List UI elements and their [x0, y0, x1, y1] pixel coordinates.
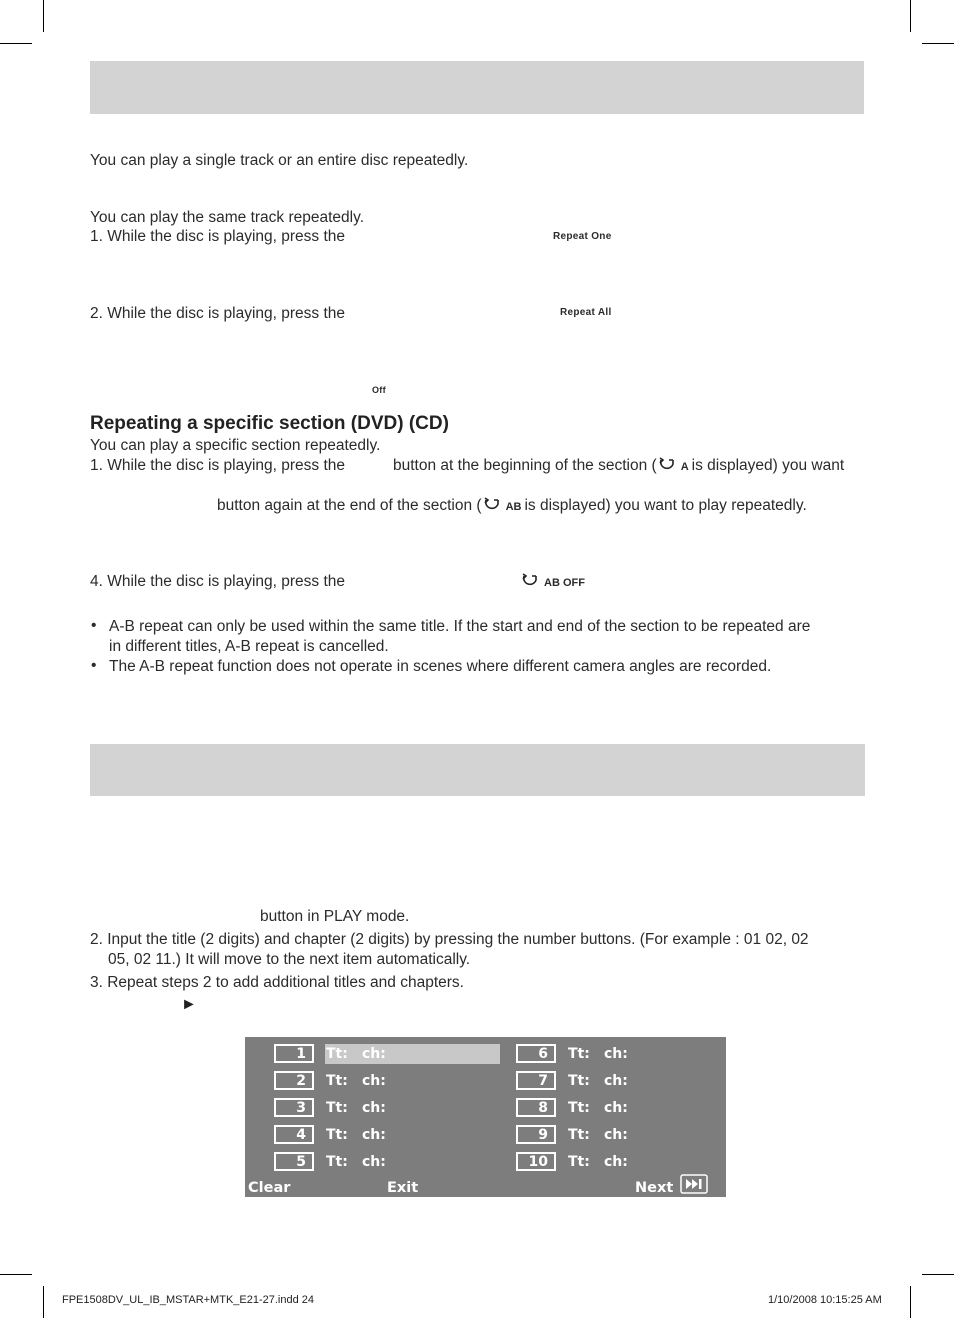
slot-number[interactable]: 4	[274, 1125, 314, 1144]
program-step2-line1: 2. Input the title (2 digits) and chapter (2 digits) by pressing the number buttons. (For example : 01 02, 02	[90, 931, 809, 948]
ab-step1-middle	[393, 456, 844, 477]
ab-step1-end: is displayed) you want	[691, 457, 845, 474]
bullet: •	[91, 657, 97, 674]
slot-number[interactable]: 5	[274, 1152, 314, 1171]
tt-label: Tt:	[326, 1073, 348, 1089]
ch-label: ch:	[362, 1073, 386, 1089]
repeat-one-desc: You can play the same track repeatedly.	[90, 209, 364, 226]
ch-label: ch:	[362, 1100, 386, 1116]
ch-label: ch:	[604, 1073, 628, 1089]
repeat-all-step: 2. While the disc is playing, press the	[90, 305, 346, 322]
section-header-band	[90, 61, 864, 114]
ch-label: ch:	[362, 1046, 386, 1062]
crop-mark	[922, 43, 954, 44]
exit-button[interactable]: Exit	[387, 1180, 419, 1196]
crop-mark	[0, 1274, 32, 1275]
bullet: •	[91, 617, 97, 634]
ch-label: ch:	[362, 1154, 386, 1170]
ab-off-osd	[520, 572, 585, 593]
slot-number[interactable]: 8	[516, 1098, 556, 1117]
clear-button[interactable]: Clear	[248, 1180, 291, 1196]
repeat-icon	[482, 496, 504, 512]
tt-label: Tt:	[568, 1100, 590, 1116]
crop-mark	[43, 0, 44, 32]
program-osd-panel	[245, 1037, 726, 1197]
timestamp-slug: 1/10/2008 10:15:25 AM	[768, 1294, 882, 1306]
crop-mark	[43, 1286, 44, 1318]
crop-mark	[910, 0, 911, 32]
repeat-all-osd: Repeat All	[560, 307, 612, 318]
ch-label: ch:	[604, 1046, 628, 1062]
repeat-one-step: 1. While the disc is playing, press the	[90, 228, 346, 245]
ch-label: ch:	[604, 1100, 628, 1116]
selection-highlight	[325, 1044, 500, 1064]
tt-label: Tt:	[568, 1127, 590, 1143]
repeat-icon	[657, 456, 679, 472]
intro-text: You can play a single track or an entire disc repeatedly.	[90, 152, 469, 169]
crop-mark	[0, 43, 32, 44]
section-header-band	[90, 744, 865, 796]
note-2: The A-B repeat function does not operate in scenes where different camera angles are recorded.	[109, 658, 772, 675]
program-step3: 3. Repeat steps 2 to add additional titles and chapters.	[90, 974, 464, 991]
crop-mark	[910, 1286, 911, 1318]
tt-label: Tt:	[326, 1100, 348, 1116]
ch-label: ch:	[604, 1154, 628, 1170]
next-button[interactable]: Next	[635, 1180, 674, 1196]
tt-label: Tt:	[326, 1046, 348, 1062]
ab-icon-label: AB	[505, 501, 522, 513]
ab-step1-text: button at the beginning of the section (	[393, 457, 657, 474]
tt-label: Tt:	[326, 1127, 348, 1143]
slot-number[interactable]: 10	[516, 1152, 556, 1171]
program-step2-line2: 05, 02 11.) It will move to the next item automatically.	[108, 951, 471, 968]
file-slug: FPE1508DV_UL_IB_MSTAR+MTK_E21-27.indd 24	[62, 1294, 315, 1306]
repeat-off-osd: Off	[372, 385, 386, 395]
slot-number[interactable]: 7	[516, 1071, 556, 1090]
ab-off-label: AB OFF	[544, 577, 585, 589]
slot-number[interactable]: 1	[274, 1044, 314, 1063]
slot-number[interactable]: 9	[516, 1125, 556, 1144]
tt-label: Tt:	[326, 1154, 348, 1170]
ab-step4: 4. While the disc is playing, press the	[90, 573, 346, 590]
repeat-one-osd: Repeat One	[553, 231, 612, 242]
ab-step1-start: 1. While the disc is playing, press the	[90, 457, 346, 474]
tt-label: Tt:	[568, 1154, 590, 1170]
skip-next-icon[interactable]	[680, 1174, 708, 1194]
ab-a-icon-label: A	[680, 461, 689, 473]
ab-step2	[217, 496, 807, 517]
note-1-line1: A-B repeat can only be used within the same title. If the start and end of the section to be repeated are	[109, 618, 811, 635]
repeat-icon	[520, 572, 542, 588]
ab-step2-text: button again at the end of the section (	[217, 497, 482, 514]
ch-label: ch:	[362, 1127, 386, 1143]
ch-label: ch:	[604, 1127, 628, 1143]
slot-number[interactable]: 3	[274, 1098, 314, 1117]
crop-mark	[922, 1274, 954, 1275]
note-1-line2: in different titles, A-B repeat is cancelled.	[109, 638, 389, 655]
tt-label: Tt:	[568, 1046, 590, 1062]
ab-section-desc: You can play a specific section repeatedly.	[90, 437, 381, 454]
ab-section-title: Repeating a specific section (DVD) (CD)	[90, 413, 449, 434]
tt-label: Tt:	[568, 1073, 590, 1089]
slot-number[interactable]: 2	[274, 1071, 314, 1090]
slot-number[interactable]: 6	[516, 1044, 556, 1063]
ab-step2-end: is displayed) you want to play repeatedly.	[524, 497, 807, 514]
play-icon: ►	[181, 996, 197, 1013]
program-step1-tail: button in PLAY mode.	[260, 908, 410, 925]
